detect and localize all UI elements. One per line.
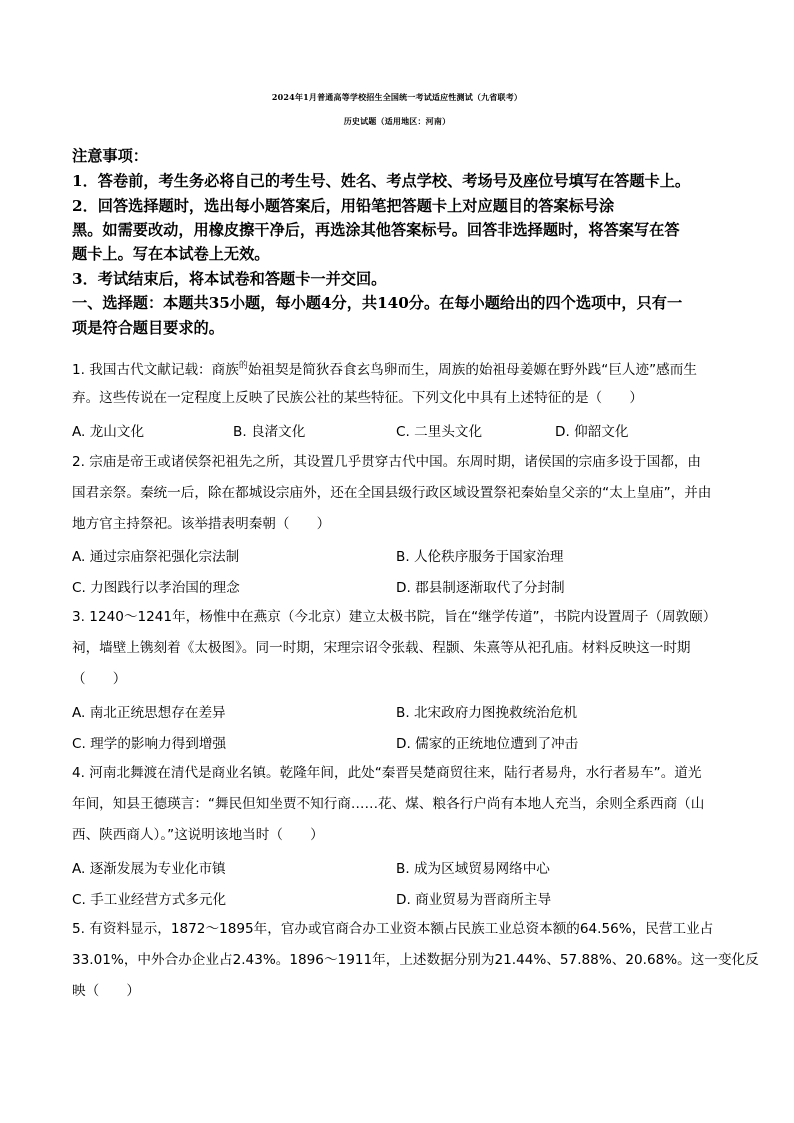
question-4-option-b: B. 成为区域贸易网络中心	[396, 861, 550, 877]
question-3-line-3: （ ）	[72, 671, 127, 687]
question-3-option-c: C. 理学的影响力得到增强	[72, 736, 227, 752]
question-3-line-2: 祠，墙壁上镌刻着《太极图》。同一时期，宋理宗诏令张载、程颢、朱熹等从祀孔庙。材料反映这一时期	[72, 640, 691, 656]
question-1-line-2: 弃。这些传说在一定程度上反映了民族公社的某些特征。下列文化中具有上述特征的是（ ）	[72, 390, 643, 406]
question-2-option-b: B. 人伦秩序服务于国家治理	[396, 549, 564, 565]
notice-item-3: 3．考试结束后，将本试卷和答题卡一并交回。	[72, 270, 387, 288]
section-heading-line-1: 一、选择题：本题共35小题，每小题4分，共140分。在每小题给出的四个选项中，只有一	[72, 294, 683, 312]
notice-item-1: 1．答卷前，考生务必将自己的考生号、姓名、考点学校、考场号及座位号填写在答题卡上。	[72, 172, 691, 190]
question-2-line-3: 地方官主持祭祀。该举措表明秦朝（ ）	[72, 516, 331, 532]
question-5-line-2: 33.01%，中外合办企业占2.43%。1896～1911年，上述数据分别为21.44%、57.88%、20.68%。这一变化反	[72, 952, 759, 968]
question-4-option-a: A. 逐渐发展为专业化市镇	[72, 861, 226, 877]
question-3-option-a: A. 南北正统思想存在差异	[72, 705, 226, 721]
notice-heading: 注意事项：	[72, 147, 148, 165]
exam-subtitle: 历史试题（适用地区：河南）	[343, 116, 451, 126]
question-4-option-c: C. 手工业经营方式多元化	[72, 892, 227, 908]
question-1-superscript: 的	[238, 361, 248, 371]
notice-item-2-line-1: 2．回答选择题时，选出每小题答案后，用铅笔把答题卡上对应题目的答案标号涂	[72, 197, 615, 215]
question-4-line-2: 年间，知县王德瑛言：“舞民但知坐贾不知行商……花、煤、粮各行户尚有本地人充当，余则全系西商（山	[72, 796, 705, 812]
question-5-line-3: 映（ ）	[72, 983, 140, 999]
question-2-option-c: C. 力图践行以孝治国的理念	[72, 580, 240, 596]
question-2-option-a: A. 通过宗庙祭祀强化宗法制	[72, 549, 240, 565]
question-4-line-1: 4. 河南北舞渡在清代是商业名镇。乾隆年间，此处“秦晋吴楚商贸往来，陆行者易舟，水行者易车”。道光	[72, 765, 702, 781]
question-5-line-1: 5. 有资料显示，1872～1895年，官办或官商合办工业资本额占民族工业总资本额的64.56%，民营工业占	[72, 921, 714, 937]
question-4-option-d: D. 商业贸易为晋商所主导	[396, 892, 552, 908]
section-heading-line-2: 项是符合题目要求的。	[72, 319, 224, 337]
question-3-line-1: 3. 1240～1241年，杨惟中在燕京（今北京）建立太极书院，旨在“继学传道”，书院内设置周子（周敦颐）	[72, 609, 717, 625]
question-2-line-1: 2. 宗庙是帝王或诸侯祭祀祖先之所，其设置几乎贯穿古代中国。东周时期，诸侯国的宗庙多设于国都，由	[72, 454, 702, 470]
question-1-option-c: C. 二里头文化	[396, 424, 483, 440]
question-3-option-b: B. 北宋政府力图挽救统治危机	[396, 705, 578, 721]
question-1-text-a: 1. 我国古代文献记载：商族	[72, 362, 239, 378]
question-1-text-b: 始祖契是简狄吞食玄鸟卵而生，周族的始祖母姜嫄在野外践“巨人迹”感而生	[247, 362, 697, 378]
question-2-line-2: 国君亲祭。秦统一后，除在都城设宗庙外，还在全国县级行政区域设置祭祀秦始皇父亲的“太上皇庙”，并由	[72, 485, 712, 501]
notice-item-2-line-2: 黑。如需要改动，用橡皮擦干净后，再选涂其他答案标号。回答非选择题时，将答案写在答	[72, 221, 680, 239]
question-4-line-3: 西、陕西商人）。”这说明该地当时（ ）	[72, 827, 324, 843]
question-1-option-a: A. 龙山文化	[72, 424, 145, 440]
question-3-option-d: D. 儒家的正统地位遭到了冲击	[396, 736, 579, 752]
question-2-option-d: D. 郡县制逐渐取代了分封制	[396, 580, 565, 596]
question-1-option-d: D. 仰韶文化	[555, 424, 629, 440]
exam-title: 2024年1月普通高等学校招生全国统一考试适应性测试（九省联考）	[271, 92, 523, 102]
question-1-option-b: B. 良渚文化	[233, 424, 306, 440]
question-1-line-1	[72, 356, 697, 380]
notice-item-2-line-3: 题卡上。写在本试卷上无效。	[72, 245, 270, 263]
